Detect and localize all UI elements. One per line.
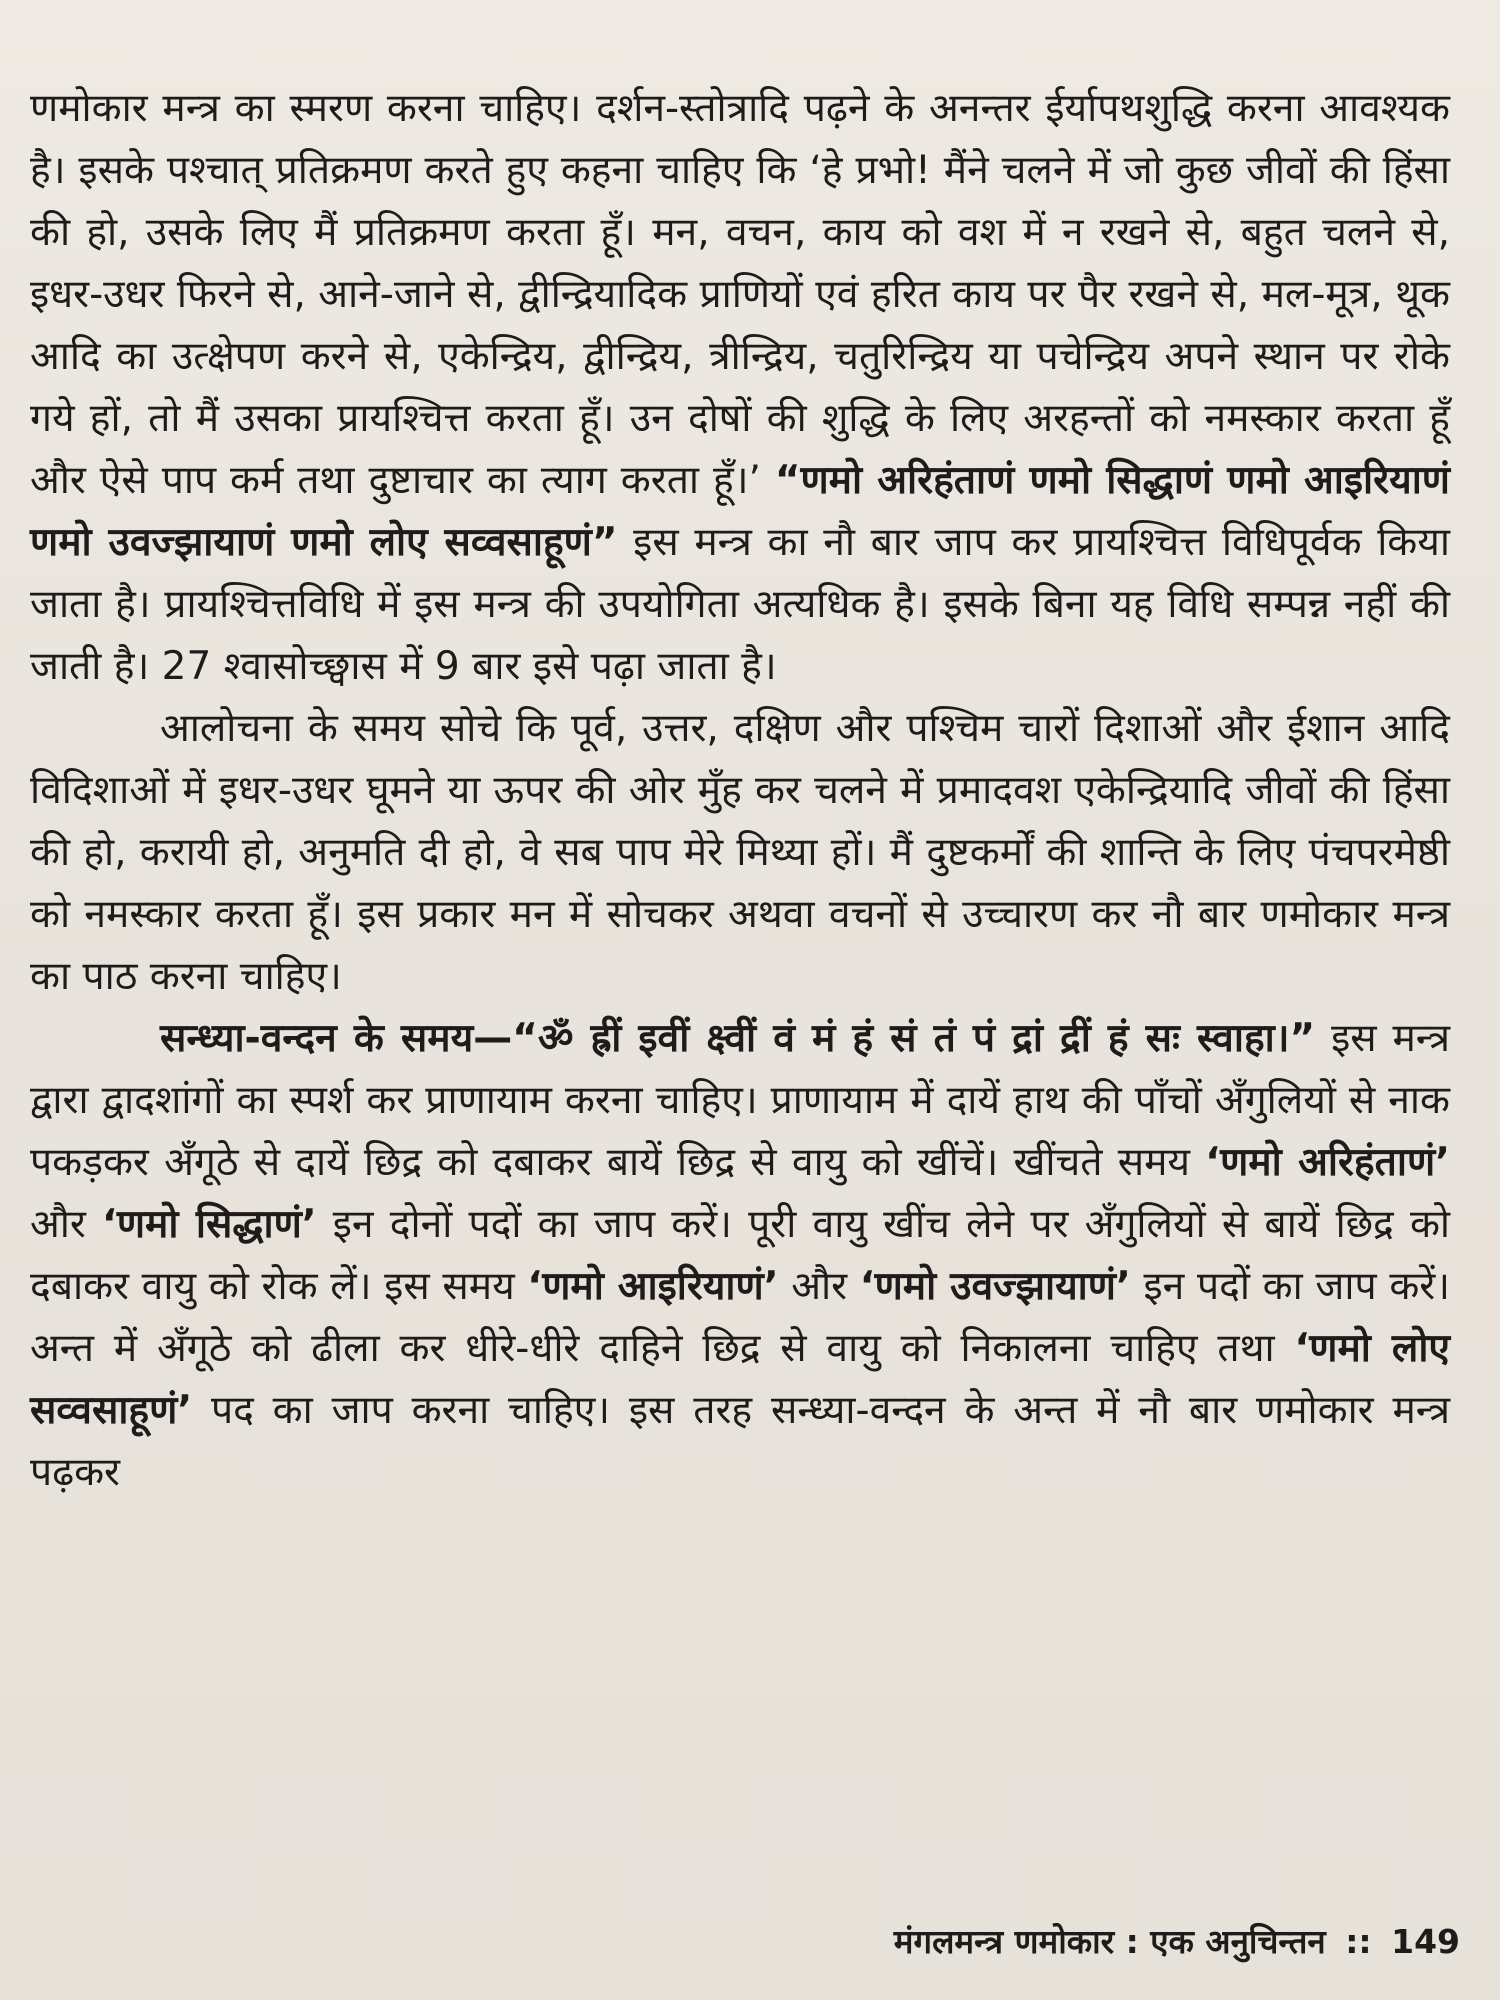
bold-text-segment: “णमो अरिहंताणं णमो सिद्धाणं णमो आइरियाणं णमो उवज्झायाणं णमो लोए सव्वसाहूणं” [30, 458, 1451, 565]
text-segment: पद का जाप करना चाहिए। इस तरह सन्ध्या-वन्दन के अन्त में नौ बार णमोकार मन्त्र पढ़कर [30, 1388, 1450, 1495]
footer-separator: :: [1345, 1922, 1372, 1961]
text-segment: और [778, 1264, 860, 1309]
text-segment: णमोकार मन्त्र का स्मरण करना चाहिए। दर्शन-स्तोत्रादि पढ़ने के अनन्तर ईर्यापथशुद्धि करना आवश्यक है। इसके पश्चात् प्रतिक्रमण करते हुए कहना चाहिए कि ‘हे प्रभो! मैंने चलने में जो कुछ जीवों की हिंसा की हो, उसके लिए मैं प्रतिक्रमण करता हूँ। मन, वचन, काय को वश में न रखने से, बहुत चलने से, इधर-उधर फिरने से, आने-जाने से, द्वीन्द्रियादिक प्राणियों एवं हरित काय पर पैर रखने से, मल-मूत्र, थूक आदि का उत्क्षेपण करने से, एकेन्द्रिय, द्वीन्द्रिय, त्रीन्द्रिय, चतुरिन्द्रिय या पचेन्द्रिय अपने स्थान पर रोके गये हों, तो मैं उसका प्रायश्चित्त करता हूँ। उन दोषों की शुद्धि के लिए अरहन्तों को नमस्कार करता हूँ और ऐसे पाप कर्म तथा दुष्टाचार का त्याग करता हूँ।’ [30, 86, 1450, 503]
body-text [30, 78, 1450, 1504]
paragraph [30, 698, 1450, 1008]
paragraph [30, 1008, 1450, 1504]
bold-text-segment: ‘णमो उवज्झायाणं’ [859, 1264, 1131, 1309]
text-segment: इन पदों का जाप करें। अन्त में अँगूठे को ढीला कर धीरे-धीरे दाहिने छिद्र से वायु को निकालना चाहिए तथा [30, 1264, 1451, 1371]
text-segment: आलोचना के समय सोचे कि पूर्व, उत्तर, दक्षिण और पश्चिम चारों दिशाओं और ईशान आदि विदिशाओं में इधर-उधर घूमने या ऊपर की ओर मुँह कर चलने में प्रमादवश एकेन्द्रियादि जीवों की हिंसा की हो, करायी हो, अनुमति दी हो, वे सब पाप मेरे मिथ्या हों। मैं दुष्टकर्मों की शान्ति के लिए पंचपरमेष्ठी को नमस्कार करता हूँ। इस प्रकार मन में सोचकर अथवा वचनों से उच्चारण कर नौ बार णमोकार मन्त्र का पाठ करना चाहिए। [30, 706, 1450, 999]
text-segment: इन दोनों पदों का जाप करें। पूरी वायु खींच लेने पर अँगुलियों से बायें छिद्र को दबाकर वायु को रोक लें। इस समय [30, 1202, 1450, 1309]
text-segment: इस मन्त्र द्वारा द्वादशांगों का स्पर्श कर प्राणायाम करना चाहिए। प्राणायाम में दायें हाथ की पाँचों अँगुलियों से नाक पकड़कर अँगूठे से दायें छिद्र को दबाकर बायें छिद्र से वायु को खींचें। खींचते समय [30, 1016, 1450, 1185]
bold-text-segment: ‘णमो अरिहंताणं’ [1205, 1140, 1450, 1185]
paragraph [30, 78, 1450, 698]
book-title: मंगलमन्त्र णमोकार : एक अनुचिन्तन [893, 1922, 1326, 1961]
text-segment: और [30, 1202, 103, 1247]
running-footer [894, 1918, 1460, 1963]
text-segment: इस मन्त्र का नौ बार जाप कर प्रायश्चित्त विधिपूर्वक किया जाता है। प्रायश्चित्तविधि में इस मन्त्र की उपयोगिता अत्यधिक है। इसके बिना यह विधि सम्पन्न नहीं की जाती है। 27 श्वासोच्छ्वास में 9 बार इसे पढ़ा जाता है। [30, 520, 1450, 689]
bold-text-segment: ‘णमो सिद्धाणं’ [102, 1202, 317, 1247]
bold-text-segment: ‘णमो आइरियाणं’ [527, 1264, 779, 1309]
page-number: 149 [1391, 1922, 1460, 1961]
bold-text-segment: सन्ध्या-वन्दन के समय—“ॐ ह्रीं इवीं क्ष्वीं वं मं हं सं तं पं द्रां द्रीं हं सः स्वाहा।” [160, 1016, 1316, 1061]
bold-text-segment: ‘णमो लोए सव्वसाहूणं’ [30, 1326, 1450, 1433]
